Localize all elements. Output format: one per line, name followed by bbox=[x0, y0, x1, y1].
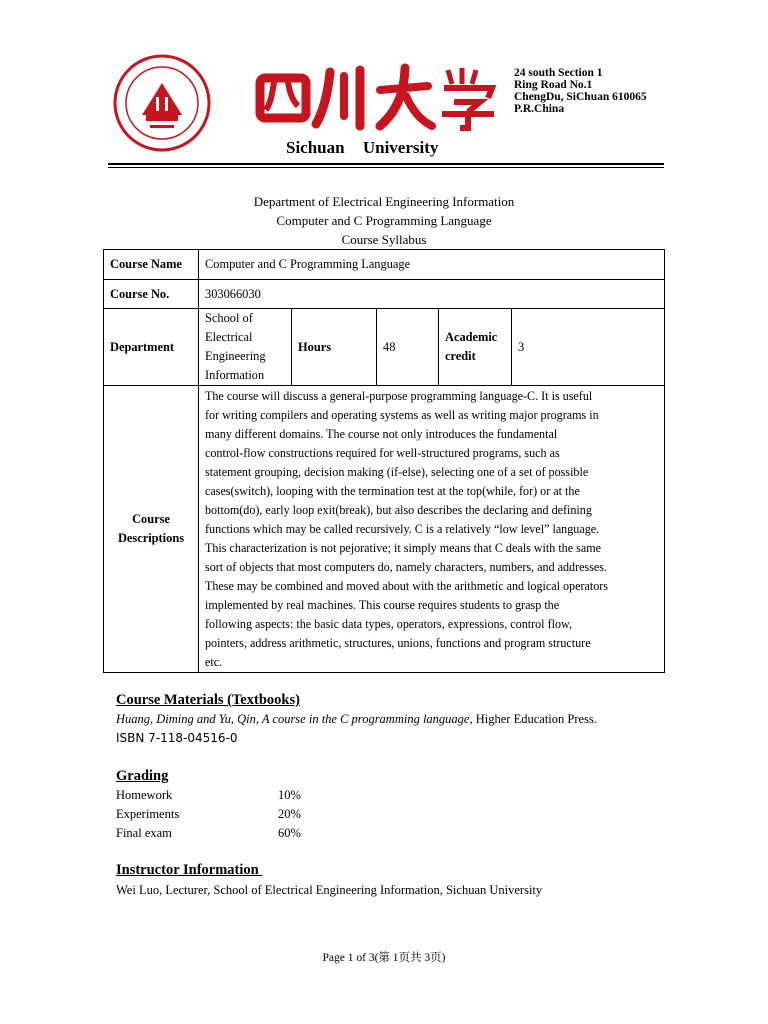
description-line: many different domains. The course not only introduces the fundamental bbox=[205, 426, 558, 441]
description-line: The course will discuss a general-purpose programming language-C. It is useful bbox=[205, 388, 593, 403]
grading-item-name: Final exam bbox=[116, 826, 172, 840]
description-line: bottom(do), early loop exit(break), but also describes the declaring and defining bbox=[205, 502, 592, 517]
department-value-line: Information bbox=[205, 368, 265, 382]
instructor-heading: Instructor Information bbox=[116, 862, 263, 878]
descriptions-label-line: Descriptions bbox=[117, 531, 185, 545]
course-no-label: Course No. bbox=[104, 280, 199, 309]
department-heading: Department of Electrical Engineering Information bbox=[253, 194, 515, 209]
grading-heading: Grading bbox=[116, 768, 169, 784]
textbook-isbn: ISBN 7-118-04516-0 bbox=[116, 731, 238, 745]
grading-item-value: 60% bbox=[278, 826, 301, 840]
page-footer: Page 1 of 3(第 1页共 3页) bbox=[322, 952, 446, 964]
textbook-title: Huang, Diming and Yu, Qin, A course in the C programming language, bbox=[116, 712, 473, 726]
hours-value: 48 bbox=[377, 309, 439, 386]
description-line: implemented by real machines. This course requires students to grasp the bbox=[205, 597, 560, 612]
table-row bbox=[104, 309, 665, 386]
address-line: 24 south Section 1 bbox=[514, 67, 603, 79]
address-line: Ring Road No.1 bbox=[514, 79, 593, 91]
textbook-citation bbox=[116, 712, 597, 727]
university-name: Sichuan University bbox=[286, 138, 439, 157]
description-line: cases(switch), looping with the termination test at the top(while, for) or at the bbox=[205, 483, 580, 498]
course-no-value: 303066030 bbox=[199, 280, 665, 309]
descriptions-label-line: Course bbox=[132, 512, 170, 526]
address-block bbox=[514, 67, 647, 115]
syllabus-table bbox=[103, 249, 665, 673]
grading-item-name: Experiments bbox=[116, 807, 180, 821]
instructor-text: Wei Luo, Lecturer, School of Electrical Engineering Information, Sichuan University bbox=[116, 883, 543, 897]
description-line: for writing compilers and operating systems as well as writing major programs in bbox=[205, 407, 599, 422]
description-line: pointers, address arithmetic, structures, unions, functions and program structure bbox=[205, 635, 591, 650]
syllabus-heading: Course Syllabus bbox=[341, 232, 427, 247]
grading-item-value: 10% bbox=[278, 788, 301, 802]
description-line: functions which may be called recursively. C is a relatively “low level” language. bbox=[205, 521, 600, 536]
department-label: Department bbox=[104, 309, 199, 386]
grading-item-value: 20% bbox=[278, 807, 301, 821]
address-line: ChengDu, SiChuan 610065 bbox=[514, 91, 647, 103]
textbook-publisher: Higher Education Press. bbox=[472, 712, 597, 726]
grading-item-name: Homework bbox=[116, 788, 173, 802]
credit-label bbox=[439, 309, 512, 386]
department-value bbox=[199, 309, 292, 386]
hours-label: Hours bbox=[292, 309, 377, 386]
header-rule-thin bbox=[108, 167, 664, 168]
description-line: These may be combined and moved about with the arithmetic and logical operators bbox=[205, 578, 608, 593]
address-line: P.R.China bbox=[514, 103, 565, 115]
course-name-label: Course Name bbox=[104, 250, 199, 280]
header-rule-thick bbox=[108, 163, 664, 165]
credit-label-line: Academic bbox=[445, 330, 498, 344]
description-line: control-flow constructions required for well-structured programs, such as bbox=[205, 445, 560, 460]
description-line: This characterization is not pejorative; it simply means that C deals with the same bbox=[205, 540, 601, 555]
credit-label-line: credit bbox=[445, 349, 476, 363]
materials-heading: Course Materials (Textbooks) bbox=[116, 692, 300, 708]
course-name-value: Computer and C Programming Language bbox=[199, 250, 665, 280]
university-logo-script bbox=[252, 62, 502, 132]
department-value-line: School of bbox=[205, 311, 253, 325]
description-line: statement grouping, decision making (if-else), selecting one of a set of possible bbox=[205, 464, 589, 479]
description-line: etc. bbox=[205, 654, 223, 669]
course-description bbox=[199, 386, 665, 673]
course-heading: Computer and C Programming Language bbox=[276, 213, 492, 228]
table-row bbox=[104, 250, 665, 280]
table-row bbox=[104, 386, 665, 673]
department-value-line: Engineering bbox=[205, 349, 266, 363]
description-line: sort of objects that most computers do, namely characters, numbers, and addresses. bbox=[205, 559, 608, 574]
university-seal-icon bbox=[112, 53, 212, 153]
descriptions-label bbox=[104, 386, 199, 673]
table-row bbox=[104, 280, 665, 309]
department-value-line: Electrical bbox=[205, 330, 253, 344]
credit-value: 3 bbox=[512, 309, 665, 386]
description-line: following aspects: the basic data types, operators, expressions, control flow, bbox=[205, 616, 572, 631]
